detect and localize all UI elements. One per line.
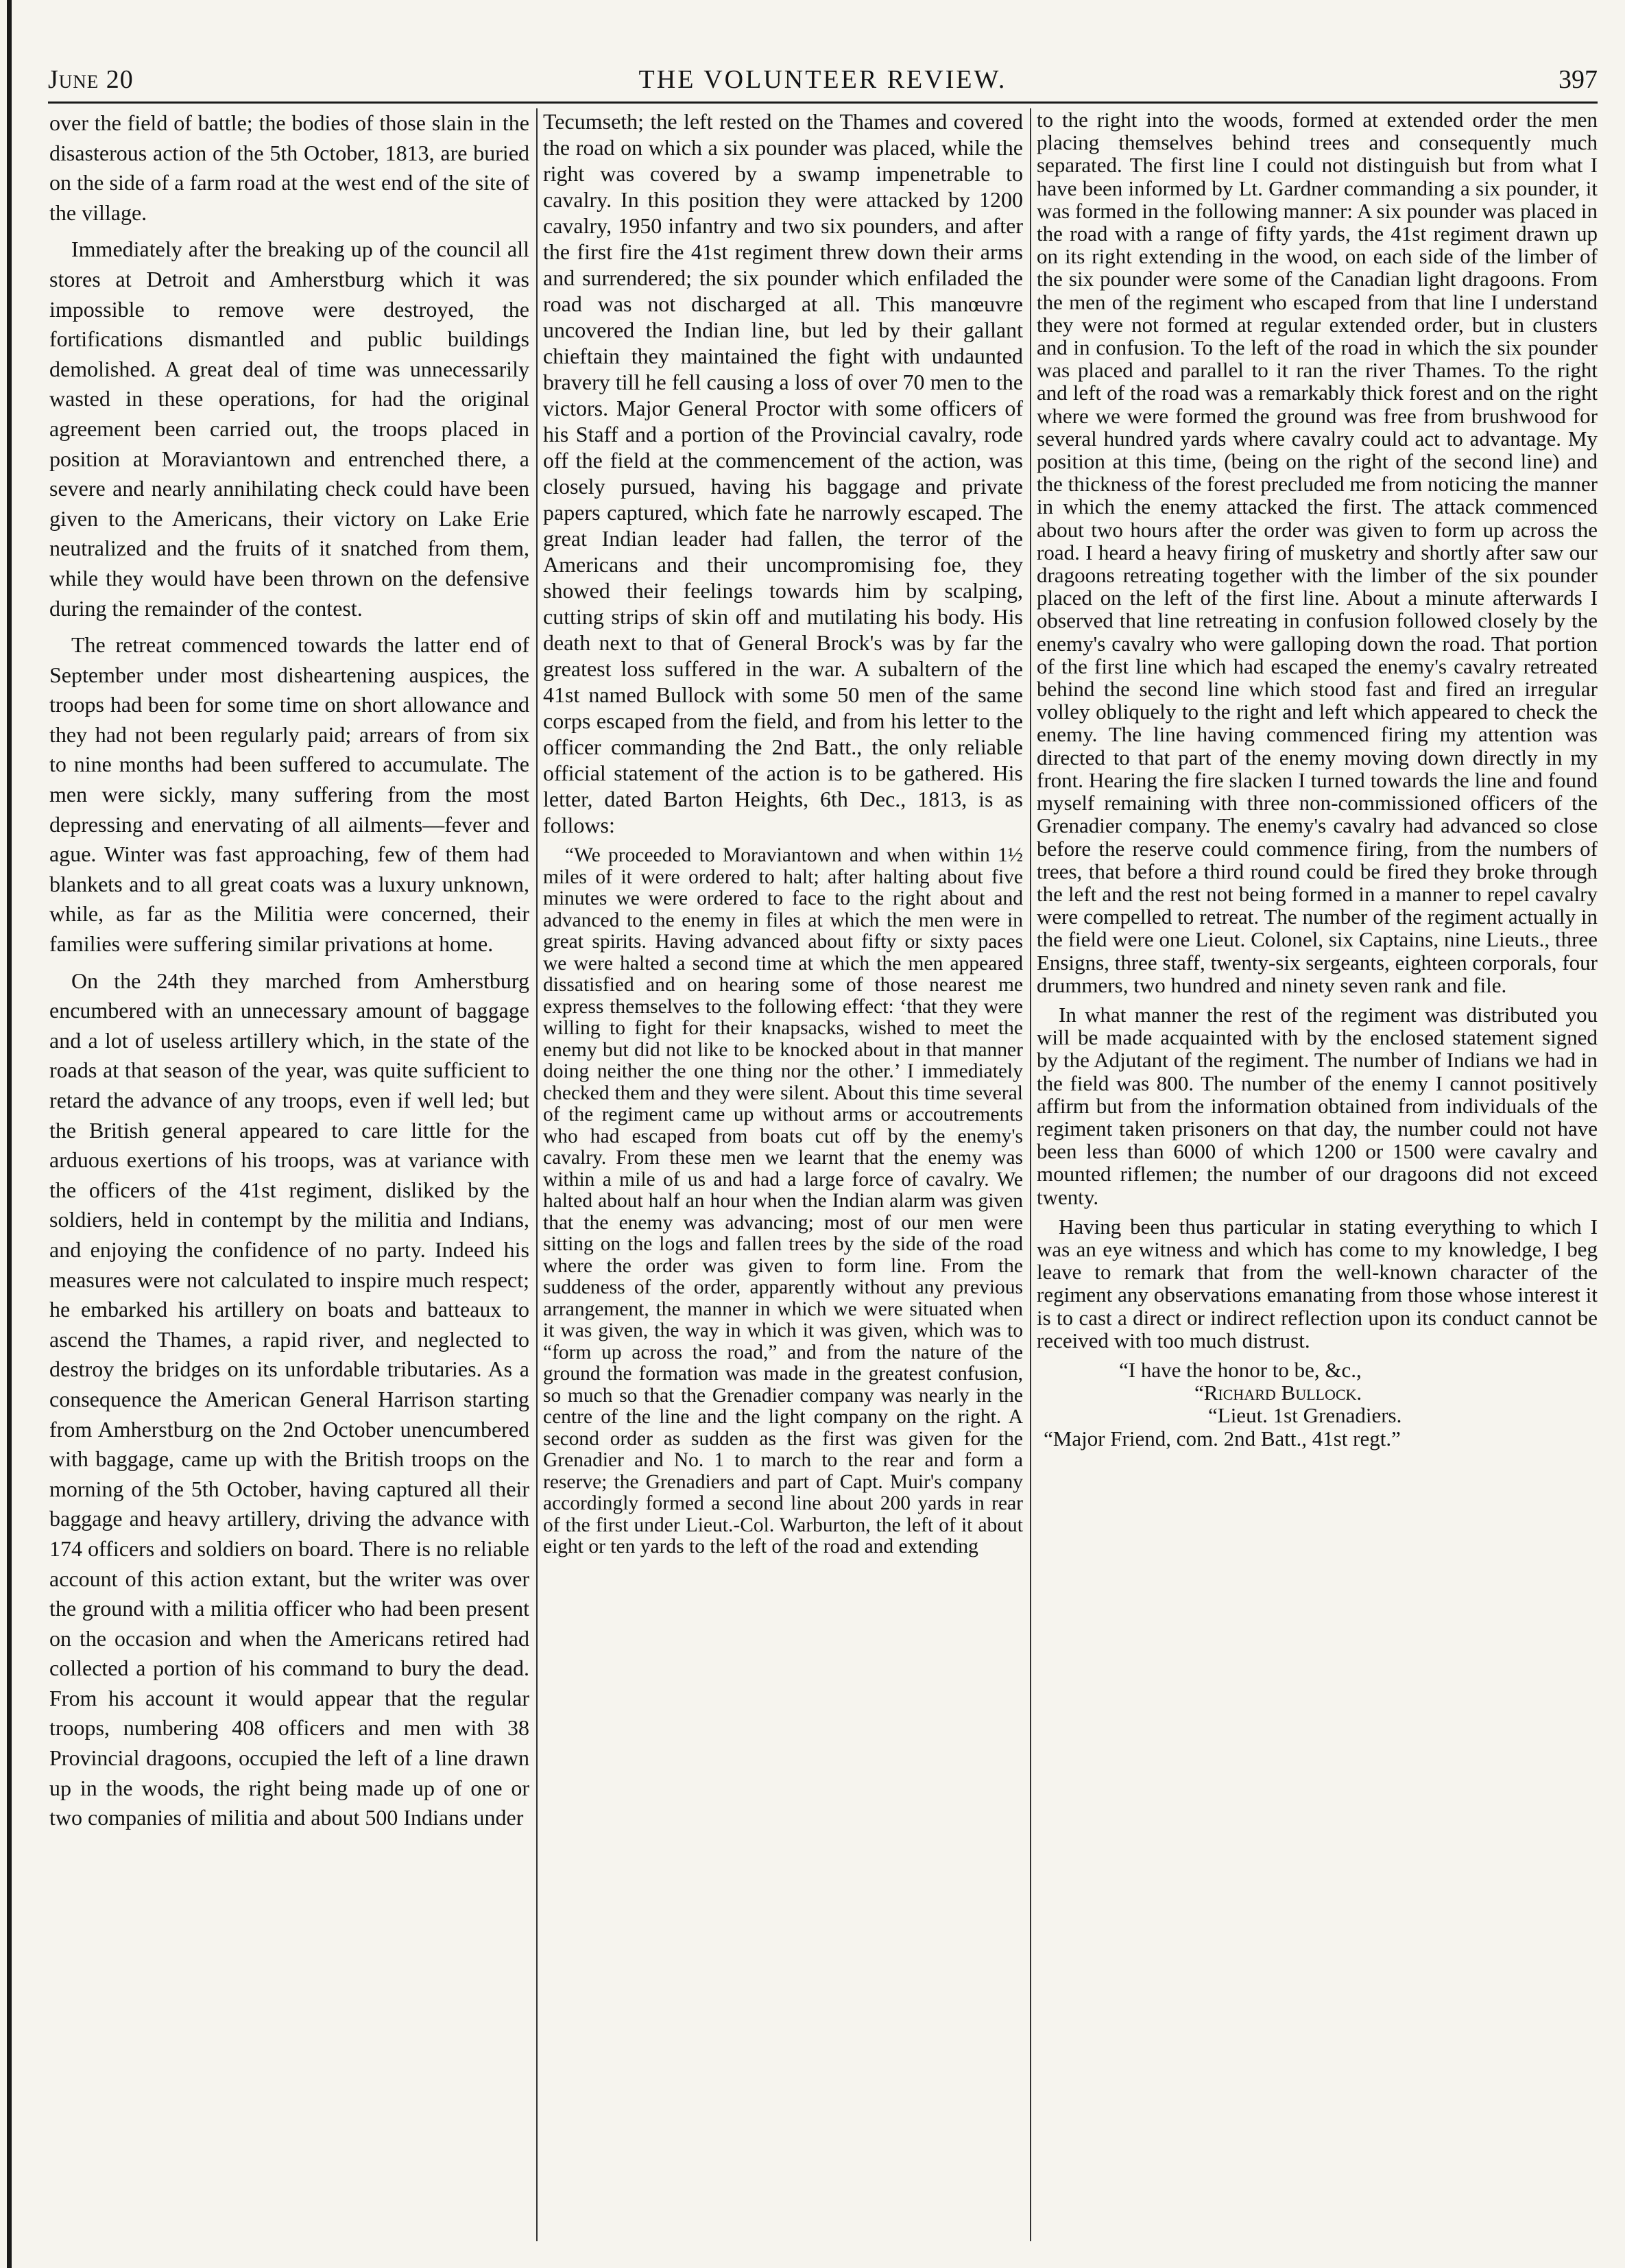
publication-title: THE VOLUNTEER REVIEW. (638, 65, 1007, 94)
issue-date: June 20 (48, 65, 134, 94)
column-rule-1 (536, 108, 538, 2241)
paragraph: Tecumseth; the left rested on the Thames and covered the road on which a six pounder was placed, while the right was covered by a swamp impenetrable to cavalry. In this position they were attacked by 1200 cavalry, 1950 infantry and two six pounders, and after the first fire the 41st regiment threw down their arms and surrendered; the six pounder which enfiladed the road was not discharged at all. This manœuvre uncovered the Indian line, but led by their gallant chieftain they maintained the fight with undaunted bravery till he fell causing a loss of over 70 men to the victors. Major General Proctor with some officers of his Staff and a portion of the Provincial cavalry, rode off the field at the commencement of the action, was closely pursued, having his baggage and private papers captured, which fate he narrowly escaped. The great Indian leader had fallen, the terror of the Americans and their uncompromising foe, they showed their feelings towards him by scalping, cutting strips of skin off and mutilating his body. His death next to that of General Brock's was by far the greatest loss suffered in the war. A subaltern of the 41st named Bullock with some 50 men of the same corps escaped from the field, and from his letter to the officer commanding the 2nd Batt., the only reliable official statement of the action is to be gathered. His letter, dated Barton Heights, 6th Dec., 1813, is as follows: (543, 109, 1023, 837)
column-1 (49, 108, 529, 2234)
column-2 (543, 108, 1023, 2234)
binding-edge (7, 0, 12, 2268)
paragraph: “We proceeded to Moraviantown and when within 1½ miles of it were ordered to halt; after halting about five minutes we were ordered to face to the right about and advanced to the enemy in files at which the men were in great spirits. Having advanced about fifty or sixty paces we were halted a second time at which the men appeared dissatisfied and on hearing some of those nearest me express themselves to the following effect: ‘that they were willing to fight for their knapsacks, wished to meet the enemy but did not like to be knocked about in that manner doing neither the one thing nor the other.’ I immediately checked them and they were silent. About this time several of the regiment came up without arms or accoutrements who had escaped from boats cut off by the enemy's cavalry. From these men we learnt that the enemy was within a mile of us and had a large force of cavalry. We halted about half an hour when the Indian alarm was given that the enemy was advancing; most of our men were sitting on the logs and fallen trees by the side of the road where the order was given to form line. From the suddeness of the order, apparently without any previous arrangement, the manner in which we were situated when it was given, the way in which it was given, which was to “form up across the road,” and from the nature of the ground the formation was made in the greatest confusion, so much so that the Grenadier company was nearly in the centre of the line and the light company on the right. A second order as sudden as the first was given for the Grenadier and No. 1 to march to the rear and form a reserve; the Grenadiers and part of Capt. Muir's company accordingly formed a second line about 200 yards in rear of the first under Lieut.-Col. Warburton, the left of it about eight or ten yards to the left of the road and extending (543, 844, 1023, 1557)
column-3 (1037, 108, 1598, 2234)
paragraph: On the 24th they marched from Amherstburg encumbered with an unnecessary amount of baggage and a lot of useless artillery which, in the state of the roads at that season of the year, was quite sufficient to retard the advance of any troops, even if well led; but the British general appeared to care little for the arduous exertions of his troops, was at variance with the officers of the 41st regiment, disliked by the soldiers, held in contempt by the militia and Indians, and enjoying the confidence of no party. Indeed his measures were not calculated to inspire much respect; he embarked his artillery on boats and batteaux to ascend the Thames, a rapid river, and neglected to destroy the bridges on its unfordable tributaries. As a consequence the American General Harrison starting from Amherstburg on the 2nd October unencumbered with baggage, came up with the British troops on the morning of the 5th October, having captured all their baggage and heavy artillery, driving the advance with 174 officers and soldiers on board. There is no reliable account of this action extant, but the writer was over the ground with a militia officer who had been present on the occasion and when the Americans retired had collected a portion of his command to bury the dead. From his account it would appear that the regular troops, numbering 408 officers and men with 38 Provincial dragoons, occupied the left of a line drawn up in the woods, the right being made up of one or two companies of militia and about 500 Indians under (49, 968, 529, 1830)
paragraph: The retreat commenced towards the latter end of September under most disheartening auspices, the troops had been for some time on short allowance and they had not been regularly paid; arrears of from six to nine months had been suffered to accumulate. The men were sickly, many suffering from the most depressing and enervating of all ailments—fever and ague. Winter was fast approaching, few of them had blankets and to all great coats was a luxury unknown, while, as far as the Militia were concerned, their families were suffering similar privations at home. (49, 632, 529, 957)
letter-signoff (1037, 1359, 1598, 1450)
page-header (48, 59, 1598, 100)
paragraph: to the right into the woods, formed at extended order the men placing themselves behind trees and consequently much separated. The first line I could not distinguish but from what I have been informed by Lt. Gardner commanding a six pounder, it was formed in the following manner: A six pounder was placed in the road with a range of fifty yards, the 41st regiment drawn up on its right extending in the wood, on each side of the limber of the six pounder were some of the Canadian light dragoons. From the men of the regiment who escaped from that line I understand they were not formed at regular extended order, but in clusters and in confusion. To the left of the road in which the six pounder was placed and parallel to it ran the river Thames. To the right and left of the road was a remarkably thick forest and on the right where we were formed the ground was free from brushwood for several hundred yards where cavalry could act to advantage. My position at this time, (being on the right of the second line) and the thickness of the forest precluded me from noticing the manner in which the enemy attacked the first. The attack commenced about two hours after the order was given to form up across the road. I heard a heavy firing of musketry and shortly after saw our dragoons retreating together with the limber of the six pounder placed on the left of the first line. About a minute afterwards I observed that line retreating in confusion followed closely by the enemy's cavalry who were galloping down the road. That portion of the first line which had escaped the enemy's cavalry retreated behind the second line which stood fast and fired an irregular volley obliquely to the right and left which appeared to check the enemy. The line having commenced firing my attention was directed to that part of the enemy moving down directly in my front. Hearing the fire slacken I turned towards the line and found myself remaining with three non-commissioned officers of the Grenadier company. The enemy's cavalry had advanced so close before the reserve could commence firing, from the numbers of trees, that before a third round could be fired they broke through the left and the rest not being formed in a manner to repel cavalry were compelled to retreat. The number of the regiment actually in the field were one Lieut. Colonel, six Captains, nine Lieuts., three Ensigns, three staff, twenty-six sergeants, eighteen corporals, four drummers, two hundred and ninety seven rank and file. (1037, 108, 1598, 997)
header-rule (48, 102, 1598, 104)
column-rule-2 (1030, 108, 1031, 2241)
paragraph: In what manner the rest of the regiment was distributed you will be made acquainted with by the enclosed statement signed by the Adjutant of the regiment. The number of Indians we had in the field was 800. The number of the enemy I cannot positively affirm but from the information obtained from individuals of the regiment taken prisoners on that day, the number could not have been less than 6000 of which 1200 or 1500 were cavalry and mounted riflemen; the number of our dragoons did not exceed twenty. (1037, 1002, 1598, 1209)
signoff-address: “Major Friend, com. 2nd Batt., 41st regt.” (1044, 1426, 1401, 1451)
paragraph: over the field of battle; the bodies of those slain in the disasterous action of the 5th October, 1813, are buried on the side of a farm road at the west end of the site of the village. (49, 110, 529, 225)
paragraph: Having been thus particular in stating everything to which I was an eye witness and which has come to my knowledge, I beg leave to remark that from the well-known character of the regiment any observations emanating from those whose interest it is to cast a direct or indirect reflection upon its conduct cannot be received with too much distrust. (1037, 1214, 1598, 1352)
signoff-closing: “I have the honor to be, &c., (1119, 1357, 1362, 1382)
signoff-name: “Richard Bullock. (1194, 1381, 1362, 1405)
signoff-rank: “Lieut. 1st Grenadiers. (1208, 1403, 1402, 1428)
page-number: 397 (1558, 65, 1598, 94)
quoted-letter (543, 845, 1023, 1558)
paragraph: Immediately after the breaking up of the council all stores at Detroit and Amherstburg which it was impossible to remove were destroyed, the fortifications dismantled and public buildings demolished. A great deal of time was unnecessarily wasted in these operations, for had the original agreement been carried out, the troops placed in position at Moraviantown and entrenched there, a severe and nearly annihilating check could have been given to the Americans, their victory on Lake Erie neutralized and the fruits of it snatched from them, while they would have been thrown on the defensive during the remainder of the contest. (49, 237, 529, 621)
